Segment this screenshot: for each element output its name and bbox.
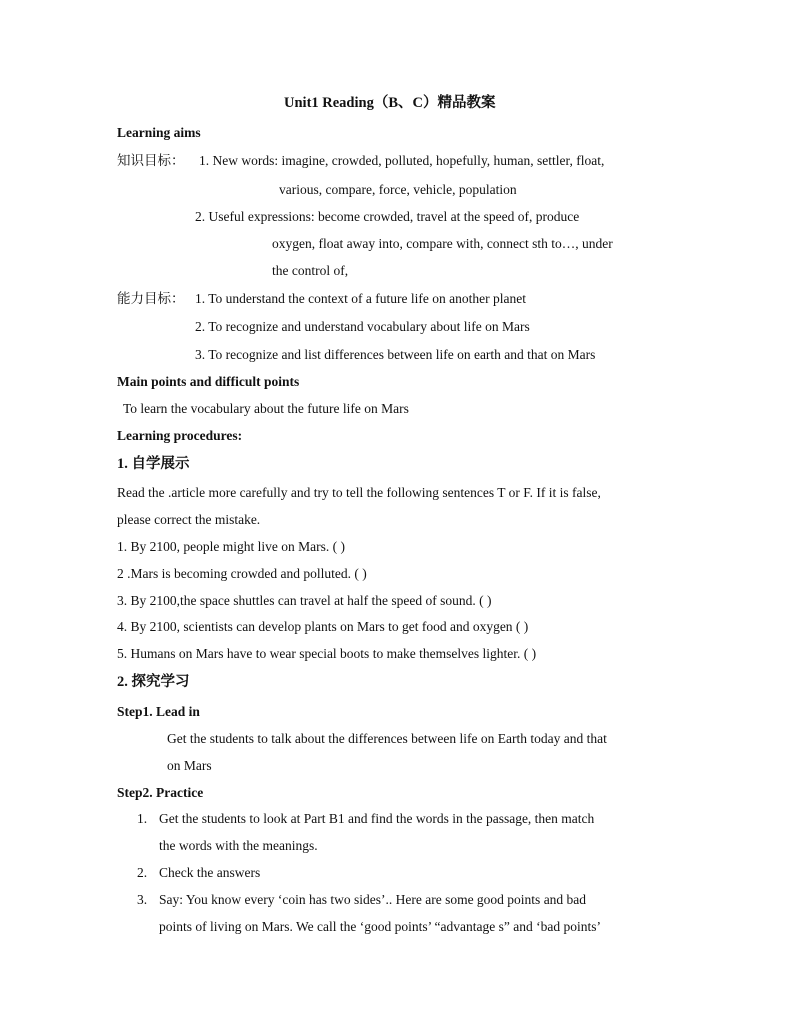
knowledge-aims-label: 知识目标： [117,153,185,168]
practice-item-3-number: 3. [137,892,148,907]
practice-item-3-line-1: Say: You know every ‘coin has two sides’.. Here are some good points and bad [159,892,587,907]
practice-item-2-number: 2. [137,865,148,880]
learning-aims-heading: Learning aims [117,125,201,140]
knowledge-item-2-line-1: 2. Useful expressions: become crowded, travel at the speed of, produce [195,209,580,224]
practice-item-3-line-2: points of living on Mars. We call the ‘good points’ “advantage s” and ‘bad points’ [159,919,601,934]
ability-item-1: 1. To understand the context of a future life on another planet [195,291,526,306]
section-2-heading: 2. 探究学习 [117,674,190,690]
page-title: Unit1 Reading（B、C）精品教案 [284,95,496,111]
step-1-heading: Step1. Lead in [117,704,200,719]
learning-procedures-heading: Learning procedures: [117,428,243,443]
question-3: 3. By 2100,the space shuttles can travel at half the speed of sound. ( ) [117,593,492,608]
knowledge-item-1-line-2: various, compare, force, vehicle, population [279,182,517,197]
ability-aims-label: 能力目标： [117,291,185,306]
section-1-intro-line-2: please correct the mistake. [117,512,261,527]
section-1-intro-line-1: Read the .article more carefully and try to tell the following sentences T or F. If it is false, [117,485,601,500]
knowledge-item-1-line-1: 1. New words: imagine, crowded, polluted, hopefully, human, settler, float, [199,153,605,168]
step-1-line-1: Get the students to talk about the differences between life on Earth today and that [167,731,607,746]
section-1-heading: 1. 自学展示 [117,456,190,472]
practice-item-1-line-2: the words with the meanings. [159,838,318,853]
knowledge-item-2-line-2: oxygen, float away into, compare with, connect sth to…, under [272,236,613,251]
question-1: 1. By 2100, people might live on Mars. ( ) [117,539,345,554]
ability-item-3: 3. To recognize and list differences between life on earth and that on Mars [195,347,596,362]
main-points-heading: Main points and difficult points [117,374,300,389]
step-2-heading: Step2. Practice [117,785,204,800]
knowledge-item-2-line-3: the control of, [272,263,349,278]
practice-item-1-line-1: Get the students to look at Part B1 and find the words in the passage, then match [159,811,595,826]
question-2: 2 .Mars is becoming crowded and polluted. ( ) [117,566,367,581]
practice-item-1-number: 1. [137,811,148,826]
step-1-line-2: on Mars [167,758,212,773]
ability-item-2: 2. To recognize and understand vocabulary about life on Mars [195,319,530,334]
question-4: 4. By 2100, scientists can develop plants on Mars to get food and oxygen ( ) [117,619,529,634]
main-points-text: To learn the vocabulary about the future life on Mars [123,401,409,416]
question-5: 5. Humans on Mars have to wear special boots to make themselves lighter. ( ) [117,646,537,661]
practice-item-2-text: Check the answers [159,865,261,880]
